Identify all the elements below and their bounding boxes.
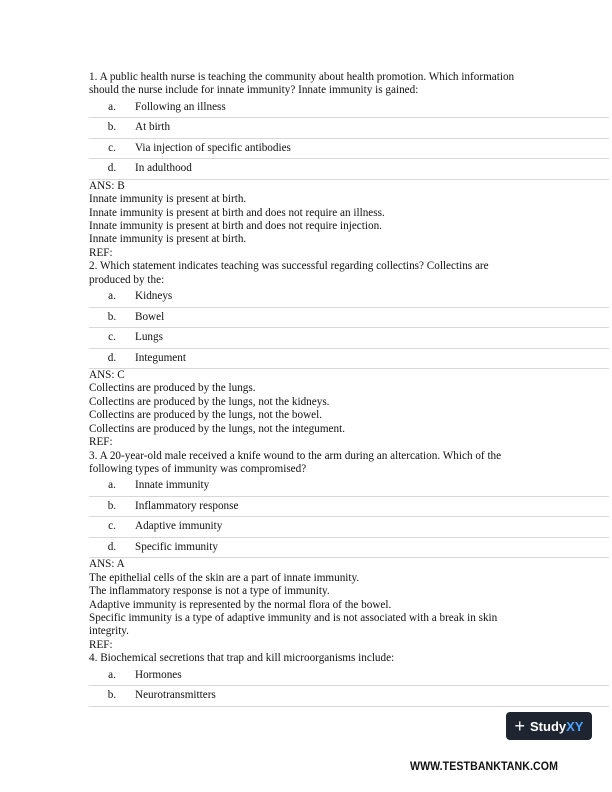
option-letter: d. <box>107 162 117 175</box>
question-1-stem: 1. A public health nurse is teaching the community about health promotion. Which information should the nurse include for innate immunity? Innate immunity is gained: <box>89 71 515 97</box>
option-letter: a. <box>108 668 116 681</box>
option-row <box>89 139 609 160</box>
question-4-options <box>89 666 609 707</box>
option-row <box>89 686 609 707</box>
rationale-line: Collectins are produced by the lungs, not the kidneys. <box>89 395 330 408</box>
question-2-stem: 2. Which statement indicates teaching was successful regarding collectins? Collectins are produced by the: <box>89 260 489 286</box>
rationale-line: The inflammatory response is not a type of immunity. <box>89 585 330 598</box>
option-letter: c. <box>108 331 116 344</box>
option-row <box>89 497 609 518</box>
option-row <box>89 98 609 119</box>
option-row <box>89 308 609 329</box>
option-text: At birth <box>135 121 171 134</box>
option-text: Neurotransmitters <box>135 689 216 702</box>
option-row <box>89 517 609 538</box>
answer-key: ANS: C <box>89 369 125 382</box>
badge-study-text: Study <box>530 718 567 734</box>
option-row <box>89 118 609 139</box>
option-text: Adaptive immunity <box>135 520 223 533</box>
option-row <box>89 328 609 349</box>
rationale-line: Collectins are produced by the lungs, not the integument. <box>89 422 346 435</box>
option-text: Innate immunity <box>135 479 210 492</box>
badge-xy-text: XY <box>566 718 584 734</box>
question-3-options <box>89 476 609 558</box>
question-2-options <box>89 287 609 369</box>
option-letter: d. <box>107 351 117 364</box>
option-text: Specific immunity <box>135 540 218 553</box>
option-letter: a. <box>108 290 116 303</box>
question-1-options <box>89 98 609 180</box>
option-row <box>89 666 609 687</box>
option-letter: b. <box>107 499 117 512</box>
answer-key: ANS: B <box>89 179 125 192</box>
rationale-line: Innate immunity is present at birth. <box>89 233 247 246</box>
footer-url: WWW.TESTBANKTANK.COM <box>410 761 558 773</box>
question-3-stem: 3. A 20-year-old male received a knife wound to the arm during an altercation. Which of the following types of immunity was compromised? <box>89 449 502 475</box>
option-text: In adulthood <box>135 162 192 175</box>
option-letter: b. <box>107 121 117 134</box>
option-row <box>89 159 609 180</box>
option-row <box>89 538 609 559</box>
option-text: Bowel <box>135 310 165 323</box>
option-letter: b. <box>107 310 117 323</box>
option-letter: b. <box>107 689 117 702</box>
rationale-line: The epithelial cells of the skin are a part of innate immunity. <box>89 571 360 584</box>
option-text: Integument <box>135 351 186 364</box>
rationale-line: Innate immunity is present at birth and does not require an illness. <box>89 206 385 219</box>
option-letter: d. <box>107 540 117 553</box>
plus-icon: + <box>514 716 526 736</box>
option-text: Inflammatory response <box>135 499 239 512</box>
question-4-stem: 4. Biochemical secretions that trap and kill microorganisms include: <box>89 652 395 665</box>
option-letter: c. <box>108 520 116 533</box>
rationale-line: Innate immunity is present at birth and does not require injection. <box>89 220 382 233</box>
option-text: Following an illness <box>135 100 226 113</box>
reference: REF: <box>89 246 113 259</box>
option-text: Via injection of specific antibodies <box>135 141 291 154</box>
rationale-line: Adaptive immunity is represented by the normal flora of the bowel. <box>89 598 392 611</box>
option-letter: c. <box>108 141 116 154</box>
rationale-line: Collectins are produced by the lungs. <box>89 382 256 395</box>
option-text: Lungs <box>135 331 163 344</box>
reference: REF: <box>89 436 113 449</box>
answer-key: ANS: A <box>89 558 125 571</box>
studyxy-badge[interactable] <box>506 712 592 740</box>
option-text: Hormones <box>135 668 182 681</box>
rationale-line: Collectins are produced by the lungs, not the bowel. <box>89 409 323 422</box>
option-text: Kidneys <box>135 290 173 303</box>
option-letter: a. <box>108 100 116 113</box>
document-body <box>89 71 609 707</box>
reference: REF: <box>89 638 113 651</box>
option-row <box>89 476 609 497</box>
option-row <box>89 287 609 308</box>
option-letter: a. <box>108 479 116 492</box>
option-row <box>89 349 609 370</box>
rationale-line: Innate immunity is present at birth. <box>89 193 247 206</box>
rationale-line: Specific immunity is a type of adaptive immunity and is not associated with a break in skin integrity. <box>89 611 498 638</box>
